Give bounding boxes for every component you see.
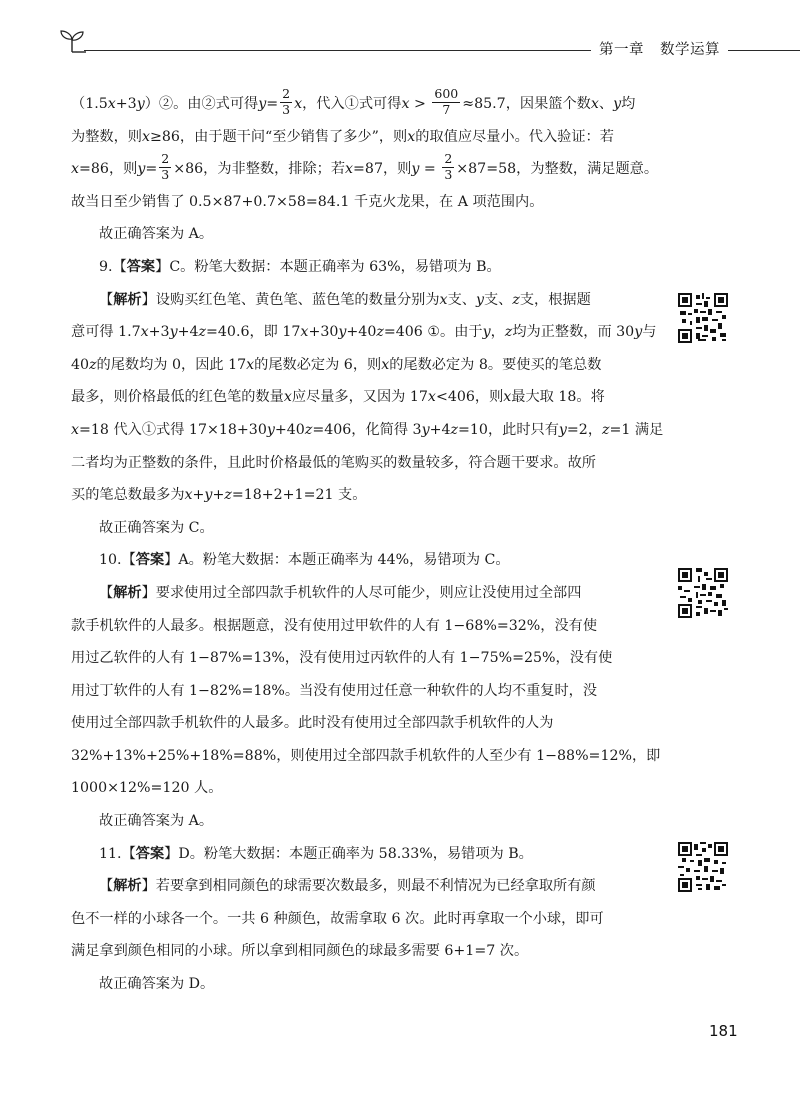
- text-line: 使用过全部四款手机软件的人最多。此时没有使用过全部四款手机软件的人为: [71, 715, 554, 732]
- text-line: 二者均为正整数的条件，且此时价格最低的笔购买的数量较多，符合题干要求。故所: [71, 454, 596, 471]
- text-line: 最多，则价格最低的红色笔的数量x应尽量多，又因为 17x<406，则x最大取 18。将: [71, 389, 605, 406]
- page-number: 181: [709, 1022, 738, 1040]
- answer-line: 故正确答案为 A。: [99, 813, 214, 830]
- text-line: 意可得 1.7x+3y+4z=40.6，即 17x+30y+40z=406 ①。由于y，z均为正整数，而 30y与: [71, 324, 657, 341]
- question-11-analysis: 【解析】若要拿到相同颜色的球需要次数最多，则最不利情况为已经拿取所有颜: [99, 878, 596, 895]
- question-11-answer: 11.【答案】D。粉笔大数据：本题正确率为 58.33%，易错项为 B。: [99, 845, 533, 862]
- fraction: $\frac{2}{3}$: [444, 151, 453, 182]
- sprout-icon: [58, 28, 86, 54]
- fraction: $\frac{2}{3}$: [282, 86, 291, 117]
- text-line: 满足拿到颜色相同的小球。所以拿到相同颜色的球最多需要 6+1=7 次。: [71, 943, 529, 960]
- text-line: 款手机软件的人最多。根据题意，没有使用过甲软件的人有 1−68%=32%，没有使: [71, 617, 598, 634]
- text-line: x=86，则y= $\frac{2}{3}$ ×86，为非整数，排除；若x=87，则y = $\frac{2}{3}$ ×87=58，为整数，满足题意。: [71, 151, 659, 182]
- text-line: 32%+13%+25%+18%=88%，则使用过全部四款手机软件的人至少有 1−88%=12%，即: [71, 747, 661, 764]
- text-line: 1000×12%=120 人。: [71, 780, 223, 797]
- section-label: 数学运算: [660, 42, 720, 58]
- page-body: [71, 86, 664, 1001]
- chapter-title: [591, 38, 728, 59]
- question-10-answer: 10.【答案】A。粉笔大数据：本题正确率为 44%，易错项为 C。: [99, 552, 510, 569]
- fraction: $\frac{2}{3}$: [161, 151, 170, 182]
- text-line: x=18 代入①式得 17×18+30y+40z=406，化简得 3y+4z=10，此时只有y=2，z=1 满足: [71, 421, 664, 438]
- text-line: 买的笔总数最多为x+y+z=18+2+1=21 支。: [71, 487, 367, 504]
- text-line: 色不一样的小球各一个。一共 6 种颜色，故需拿取 6 次。此时再拿取一个小球，即可: [71, 910, 604, 927]
- answer-line: 故正确答案为 C。: [99, 519, 214, 536]
- text-line: 40z的尾数均为 0，因此 17x的尾数必定为 6，则x的尾数必定为 8。要使买的笔总数: [71, 356, 602, 373]
- qr-code-question-11[interactable]: [678, 842, 728, 892]
- qr-code-icon: [678, 842, 728, 892]
- question-9-analysis: 【解析】设购买红色笔、黄色笔、蓝色笔的数量分别为x支、y支、z支，根据题: [99, 291, 591, 308]
- page-header: [0, 0, 800, 70]
- text-line: 用过丁软件的人有 1−82%=18%。当没有使用过任意一种软件的人均不重复时，没: [71, 682, 598, 699]
- text-line: 故当日至少销售了 0.5×87+0.7×58=84.1 千克火龙果，在 A 项范围内。: [71, 193, 544, 210]
- qr-code-question-9[interactable]: [678, 293, 728, 343]
- fraction: $\frac{600}{7}$: [434, 86, 459, 117]
- qr-code-icon: [678, 293, 728, 343]
- answer-line: 故正确答案为 D。: [99, 976, 215, 993]
- text-line: （1.5x+3y）②。由②式可得y= $\frac{2}{3}$ x，代入①式可得x > $\frac{600}{7}$ ≈85.7，因果篮个数x、y均: [71, 86, 636, 117]
- qr-code-icon: [678, 568, 728, 618]
- chapter-label: 第一章: [599, 42, 644, 58]
- qr-code-question-10[interactable]: [678, 568, 728, 618]
- text-line: 用过乙软件的人有 1−87%=13%，没有使用过丙软件的人有 1−75%=25%，没有使: [71, 650, 613, 667]
- text-line: 为整数，则x≥86，由于题干问“至少销售了多少”，则x的取值应尽量小。代入验证：若: [71, 128, 614, 145]
- question-9-answer: 9.【答案】C。粉笔大数据：本题正确率为 63%，易错项为 B。: [99, 258, 501, 275]
- question-10-analysis: 【解析】要求使用过全部四款手机软件的人尽可能少，则应让没使用过全部四: [99, 584, 582, 601]
- answer-line: 故正确答案为 A。: [99, 226, 214, 243]
